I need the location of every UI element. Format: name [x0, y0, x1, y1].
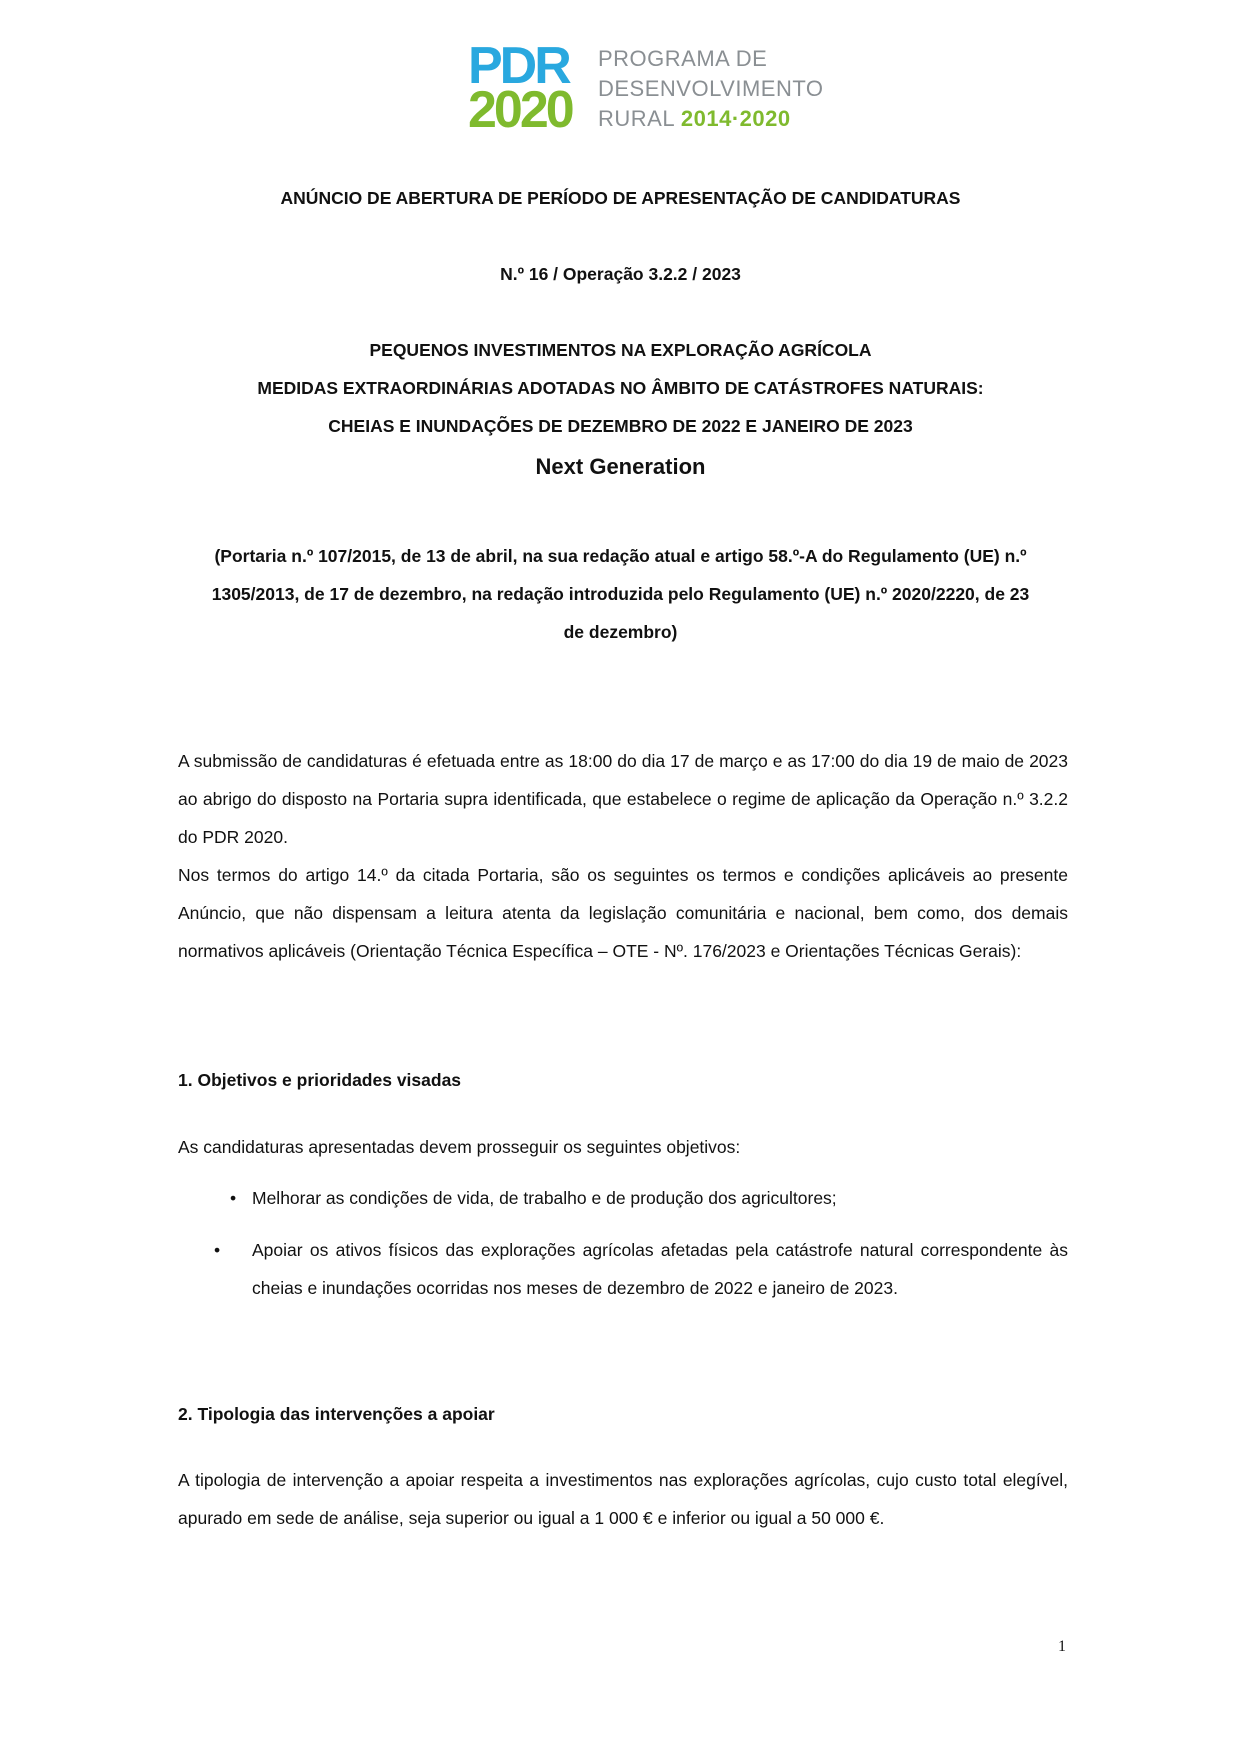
list-item-text: Melhorar as condições de vida, de trabalho e de produção dos agricultores; [252, 1188, 837, 1208]
pdr-mark-line2: 2020 [468, 81, 572, 139]
logo-text-line2: DESENVOLVIMENTO [598, 76, 824, 101]
intro-paragraph-2: Nos termos do artigo 14.º da citada Portaria, são os seguintes os termos e condições aplicáveis ao presente Anúncio, que não dispensam a leitura atenta da legislação comunitária e nacional, bem como, dos demais normativos aplicáveis (Orientação Técnica Específica – OTE - Nº. 176/2023 e Orientações Técnicas Gerais): [178, 865, 1068, 961]
bullet-icon: • [214, 1240, 221, 1260]
bullet-icon: • [230, 1188, 237, 1208]
logo-text [598, 44, 824, 134]
logo-text-years: 2014·2020 [680, 106, 791, 131]
subtitle-line2: MEDIDAS EXTRAORDINÁRIAS ADOTADAS NO ÂMBITO DE CATÁSTROFES NATURAIS: [257, 378, 984, 398]
logo-text-rural: RURAL [598, 106, 681, 131]
list-item-text: Apoiar os ativos físicos das explorações agrícolas afetadas pela catástrofe natural correspondente às cheias e inundações ocorridas nos meses de dezembro de 2022 e janeiro de 2023. [252, 1240, 1068, 1298]
pdr-mark-line1: PDR [468, 37, 569, 95]
legal-reference-line1: (Portaria n.º 107/2015, de 13 de abril, na sua redação atual e artigo 58.º-A do Regulamento (UE) n.º [214, 546, 1027, 566]
legal-reference-line3: de dezembro) [563, 622, 678, 642]
list-item [178, 1231, 1068, 1307]
intro-paragraph-1: A submissão de candidaturas é efetuada entre as 18:00 do dia 17 de março e as 17:00 do dia 19 de maio de 2023 ao abrigo do disposto na Portaria supra identificada, que estabelece o regime de aplicação da Operação n.º 3.2.2 do PDR 2020. [178, 751, 1068, 847]
logo-text-line3 [598, 104, 824, 134]
section2-heading: 2. Tipologia das intervenções a apoiar [178, 1404, 495, 1424]
section1-heading: 1. Objetivos e prioridades visadas [178, 1070, 462, 1090]
legal-reference-line2: 1305/2013, de 17 de dezembro, na redação introduzida pelo Regulamento (UE) n.º 2020/2220, de 23 [211, 584, 1030, 604]
pdr2020-logo [468, 37, 828, 139]
section2-text: A tipologia de intervenção a apoiar respeita a investimentos nas explorações agrícolas, cujo custo total elegível, apurado em sede de análise, seja superior ou igual a 1 000 € e inferior ou igual a 50 000 €. [178, 1470, 1068, 1528]
notice-number: N.º 16 / Operação 3.2.2 / 2023 [500, 264, 741, 284]
subtitle-next-generation: Next Generation [535, 454, 706, 479]
subtitle-line3: CHEIAS E INUNDAÇÕES DE DEZEMBRO DE 2022 E JANEIRO DE 2023 [328, 416, 913, 436]
page-number: 1 [1058, 1638, 1066, 1655]
pdr-mark [468, 37, 572, 139]
section1-lead: As candidaturas apresentadas devem prosseguir os seguintes objetivos: [178, 1137, 741, 1157]
document-title: ANÚNCIO DE ABERTURA DE PERÍODO DE APRESENTAÇÃO DE CANDIDATURAS [280, 188, 961, 208]
subtitle-line1: PEQUENOS INVESTIMENTOS NA EXPLORAÇÃO AGRÍCOLA [369, 340, 872, 360]
list-item [178, 1179, 1068, 1217]
logo-text-line1: PROGRAMA DE [598, 46, 768, 71]
